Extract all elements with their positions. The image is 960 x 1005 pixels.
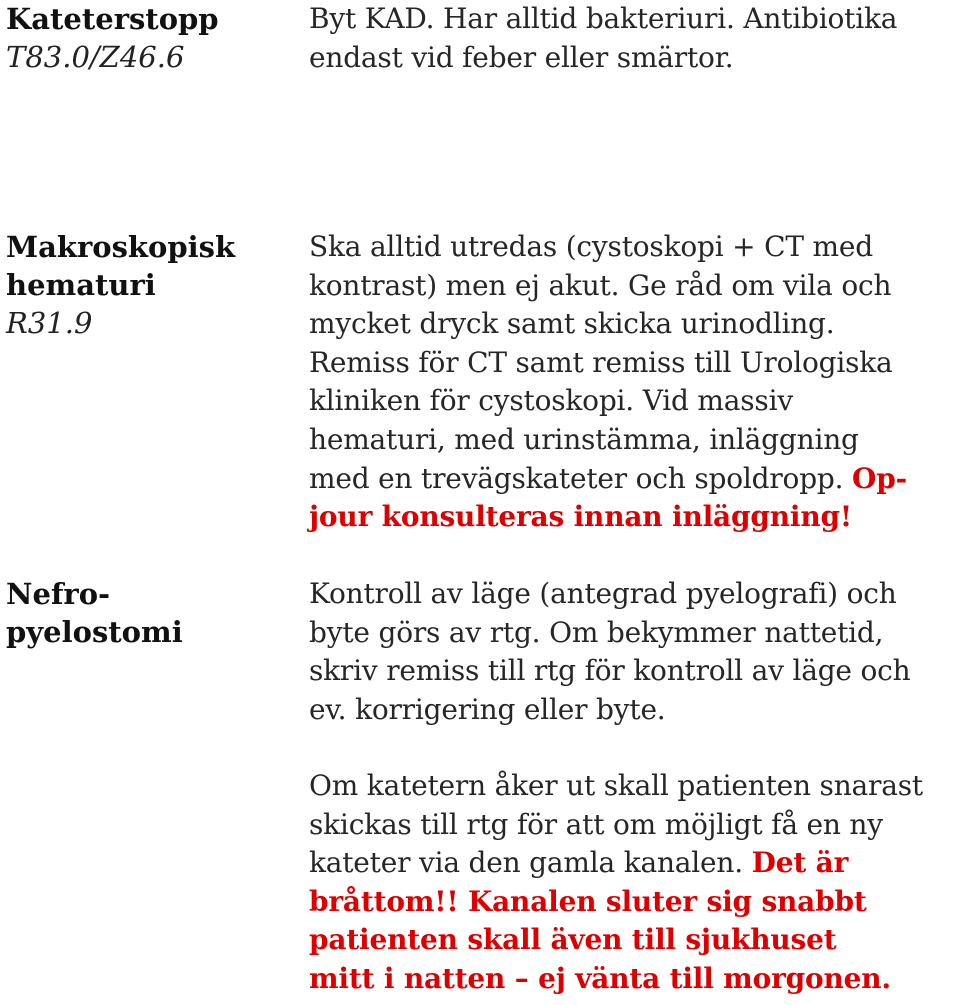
text-line: skickas till rtg för att om möjligt få en ny bbox=[309, 807, 883, 841]
text-line: byte görs av rtg. Om bekymmer nattetid, bbox=[309, 615, 884, 649]
nefropyelostomi-title-line2: pyelostomi bbox=[6, 615, 183, 649]
text-line: endast vid feber eller smärtor. bbox=[309, 40, 734, 74]
warning-text: jour konsulteras innan inläggning! bbox=[309, 500, 852, 534]
text-line: Remiss för CT samt remiss till Urologiska bbox=[309, 345, 893, 379]
nefropyelostomi-title-line1: Nefro- bbox=[6, 577, 111, 611]
text-line: skriv remiss till rtg för kontroll av läge och bbox=[309, 654, 911, 688]
text-segment: kateter via den gamla kanalen. bbox=[309, 846, 752, 880]
text-line: Om katetern åker ut skall patienten snarast bbox=[309, 769, 923, 802]
kateterstopp-text bbox=[309, 0, 957, 77]
text-line bbox=[309, 844, 957, 883]
warning-text: Det är bbox=[751, 846, 849, 880]
nefropyelostomi-label bbox=[6, 575, 291, 651]
hematuri-code: R31.9 bbox=[6, 306, 93, 340]
kateterstopp-code: T83.0/Z46.6 bbox=[6, 40, 185, 74]
warning-text: mitt i natten – ej vänta till morgonen. bbox=[309, 961, 891, 995]
text-line: Byt KAD. Har alltid bakteriuri. Antibiotika bbox=[309, 2, 898, 35]
warning-text: Op- bbox=[852, 461, 908, 495]
kateterstopp-label bbox=[6, 0, 291, 76]
text-line: kliniken för cystoskopi. Vid massiv bbox=[309, 384, 793, 418]
hematuri-title-line1: Makroskopisk bbox=[6, 230, 236, 264]
hematuri-label bbox=[6, 228, 291, 342]
warning-text: patienten skall även till sjukhuset bbox=[309, 923, 837, 957]
text-line: ev. korrigering eller byte. bbox=[309, 692, 666, 726]
text-line: Ska alltid utredas (cystoskopi + CT med bbox=[309, 230, 873, 263]
text-line bbox=[309, 460, 957, 499]
nefropyelostomi-para1 bbox=[309, 575, 957, 729]
text-line: Kontroll av läge (antegrad pyelografi) och bbox=[309, 577, 897, 610]
nefropyelostomi-para2 bbox=[309, 767, 957, 999]
warning-text: bråttom!! Kanalen sluter sig snabbt bbox=[309, 884, 867, 918]
kateterstopp-title: Kateterstopp bbox=[6, 2, 219, 36]
text-segment: med en trevägskateter och spoldropp. bbox=[309, 461, 853, 495]
text-line: mycket dryck samt skicka urinodling. bbox=[309, 307, 835, 341]
hematuri-text bbox=[309, 228, 957, 537]
hematuri-title-line2: hematuri bbox=[6, 268, 156, 302]
text-line: hematuri, med urinstämma, inläggning bbox=[309, 422, 859, 456]
text-line: kontrast) men ej akut. Ge råd om vila och bbox=[309, 268, 892, 302]
